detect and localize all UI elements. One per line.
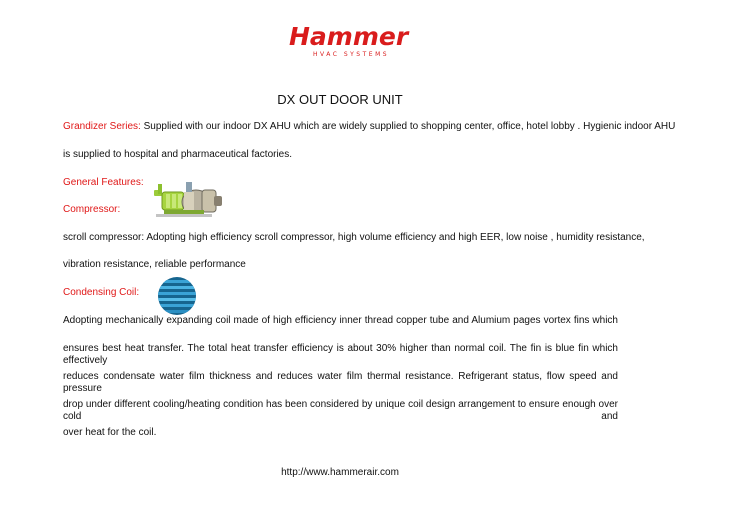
intro-text-1: Supplied with our indoor DX AHU which are widely supplied to shopping center, office, hotel lobby . Hygienic indoor AHU [140, 121, 676, 132]
condensing-coil-image [157, 276, 197, 316]
general-features-heading: General Features: [63, 177, 144, 188]
compressor-image [152, 180, 224, 220]
condensing-coil-heading: Condensing Coil: [63, 287, 140, 298]
compressor-text-1: scroll compressor: Adopting high efficiency scroll compressor, high volume efficiency and high EER, low noise , humidity resistance, [63, 232, 645, 243]
page-title: DX OUT DOOR UNIT [277, 92, 403, 107]
compressor-heading: Compressor: [63, 204, 121, 215]
coil-text-5: over heat for the coil. [63, 427, 157, 438]
intro-label: Grandizer Series: [63, 121, 141, 132]
website-url[interactable]: http://www.hammerair.com [281, 467, 399, 478]
intro-line-2: is supplied to hospital and pharmaceutical factories. [63, 149, 293, 160]
coil-text-4: drop under different cooling/heating condition has been considered by unique coil design arrangement to ensure enough over cold and [63, 399, 618, 422]
logo-wordmark: Hammer [289, 22, 409, 51]
coil-text-3: reduces condensate water film thickness and reduces water film thermal resistance. Refrigerant status, flow speed and pressure [63, 371, 618, 394]
hammer-logo [289, 22, 409, 62]
compressor-text-2: vibration resistance, reliable performance [63, 259, 246, 270]
logo-tagline: HVAC SYSTEMS [313, 51, 390, 58]
coil-text-1: Adopting mechanically expanding coil made of high efficiency inner thread copper tube and Alumium pages vortex fins which [63, 315, 618, 326]
coil-text-2: ensures best heat transfer. The total heat transfer efficiency is about 30% higher than normal coil. The fin is blue fin which effectively [63, 343, 618, 366]
intro-line-1 [63, 121, 675, 133]
